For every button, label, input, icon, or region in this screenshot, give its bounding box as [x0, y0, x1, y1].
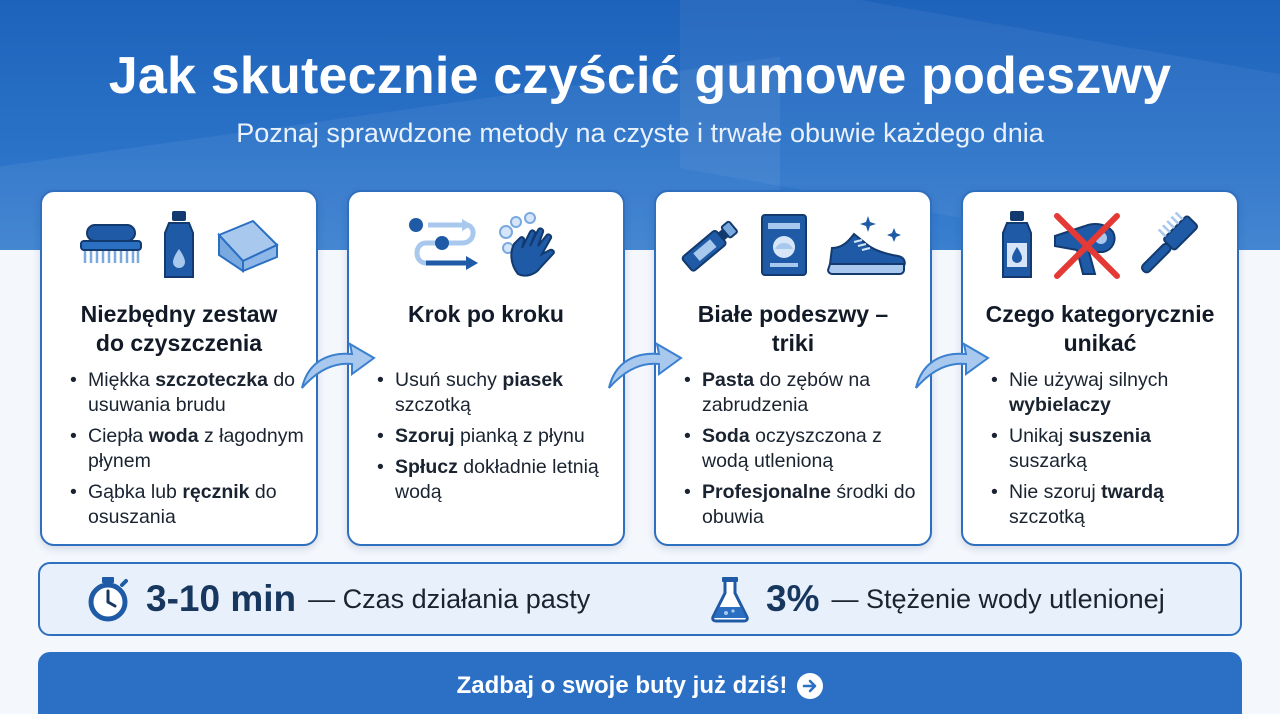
stat-label: — Stężenie wody utlenionej: [831, 583, 1165, 614]
card-title-line: Białe podeszwy –: [697, 301, 889, 327]
card-title: [656, 300, 930, 358]
list-item: • Profesjonalne środki do obuwia: [682, 480, 922, 530]
card-icons: [963, 206, 1237, 284]
list-item: • Gąbka lub ręcznik do osuszania: [68, 480, 308, 530]
card-list: [68, 368, 308, 536]
card-icons: [42, 206, 316, 284]
card-icons: [349, 206, 623, 284]
stopwatch-icon: [86, 576, 130, 622]
card-title: [349, 300, 623, 329]
list-item: • Soda oczyszczona z wodą utlenioną: [682, 424, 922, 474]
towel-icon: [213, 213, 283, 277]
next-step-arrow-icon: [605, 332, 685, 392]
card-title-line: do czyszczenia: [95, 330, 263, 356]
washing-hand-icon: [496, 212, 566, 278]
card-title-line: triki: [771, 330, 815, 356]
stats-bar: [38, 562, 1242, 636]
card-title: [42, 300, 316, 358]
card-title: [963, 300, 1237, 358]
list-item: • Spłucz dokładnie letnią wodą: [375, 455, 615, 505]
toothpaste-icon: [678, 212, 744, 278]
stat-value: 3%: [766, 578, 820, 619]
detergent-bottle-icon: [159, 209, 199, 281]
card-white-soles-tricks: [654, 190, 932, 546]
card-cleaning-kit: [40, 190, 318, 546]
list-item: • Pasta do zębów na zabrudzenia: [682, 368, 922, 418]
cta-button[interactable]: [38, 652, 1242, 714]
hard-brush-icon: [1137, 212, 1203, 278]
card-list: [682, 368, 922, 536]
stat-value: 3-10 min: [146, 578, 297, 619]
steps-flow-icon: [406, 213, 482, 277]
list-item: • Szoruj pianką z płynu: [375, 424, 615, 449]
next-step-arrow-icon: [912, 332, 992, 392]
card-icons: [656, 206, 930, 284]
cta-label[interactable]: Zadbaj o swoje buty już dziś!: [456, 672, 788, 699]
card-list: [989, 368, 1229, 536]
sparkling-sneaker-icon: [824, 212, 908, 278]
scrub-brush-icon: [75, 215, 145, 275]
arrow-right-icon[interactable]: [797, 673, 823, 699]
page-subtitle: Poznaj sprawdzone metody na czyste i trwałe obuwie każdego dnia: [236, 118, 1044, 148]
list-item: • Nie szoruj twardą szczotką: [989, 480, 1229, 530]
list-item: • Unikaj suszenia suszarką: [989, 424, 1229, 474]
card-title-line: Niezbędny zestaw: [80, 301, 278, 327]
card-step-by-step: [347, 190, 625, 546]
card-title-line: unikać: [1063, 330, 1137, 356]
crossed-hair-dryer-icon: [1051, 210, 1123, 280]
list-item: • Ciepła woda z łagodnym płynem: [68, 424, 308, 474]
stat-peroxide-concentration: [710, 564, 1165, 634]
card-list: [375, 368, 615, 511]
list-item: • Miękka szczoteczka do usuwania brudu: [68, 368, 308, 418]
card-title-line: Czego kategorycznie: [985, 301, 1215, 327]
bleach-bottle-icon: [997, 209, 1037, 281]
flask-icon: [710, 575, 750, 623]
card-title-line: Krok po kroku: [408, 301, 564, 327]
stat-label: — Czas działania pasty: [308, 583, 591, 614]
list-item: • Nie używaj silnych wybielaczy: [989, 368, 1229, 418]
next-step-arrow-icon: [298, 332, 378, 392]
baking-soda-box-icon: [758, 211, 810, 279]
card-what-to-avoid: [961, 190, 1239, 546]
stat-paste-time: [86, 564, 590, 634]
page-title: Jak skutecznie czyścić gumowe podeszwy: [108, 47, 1172, 105]
list-item: • Usuń suchy piasek szczotką: [375, 368, 615, 418]
